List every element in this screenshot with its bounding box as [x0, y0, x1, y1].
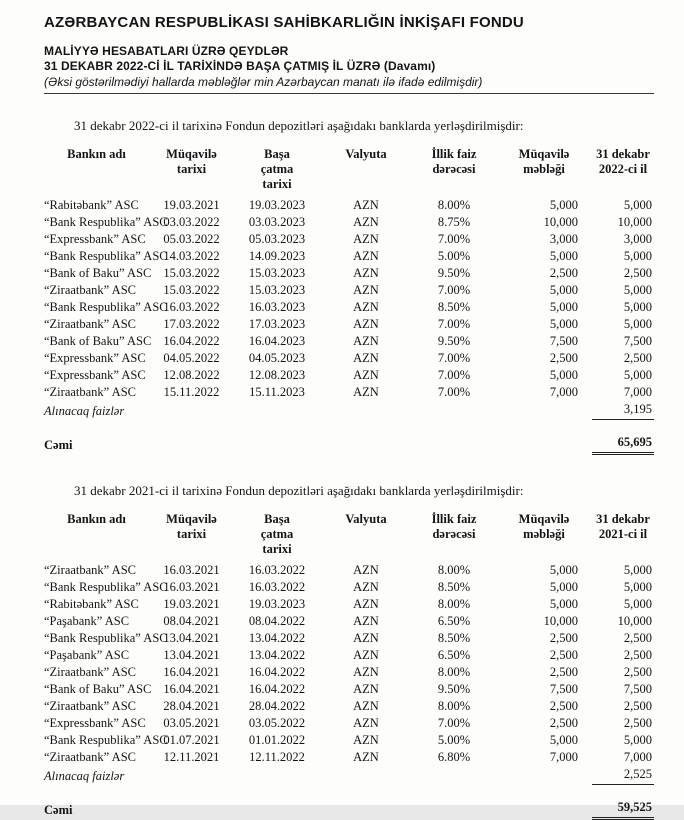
maturity-date-cell: 15.03.2023 [248, 266, 306, 280]
deposit-row [44, 732, 654, 749]
currency-cell: AZN [353, 317, 379, 331]
currency-cell: AZN [353, 198, 379, 212]
contract-amount-cell: 7,500 [549, 682, 578, 696]
balance-cell: 2,500 [623, 266, 652, 280]
deposits-2021-section [44, 483, 654, 820]
balance-cell: 10,000 [617, 614, 652, 628]
accrued-interest-row [44, 401, 654, 420]
deposit-row [44, 265, 654, 282]
bank-name-cell: “Ziraatbank” ASC [44, 385, 136, 399]
contract-amount-cell: 5,000 [549, 317, 578, 331]
currency-cell: AZN [353, 614, 379, 628]
deposits-table-2021 [44, 512, 654, 820]
total-label: Cəmi [44, 437, 73, 452]
spacer-row [44, 785, 654, 799]
deposit-row [44, 282, 654, 299]
column-header-contract-amount: Müqavilə məbləği [518, 147, 570, 176]
balance-cell: 5,000 [623, 249, 652, 263]
contract-date-cell: 13.04.2021 [163, 631, 220, 645]
contract-amount-cell: 5,000 [549, 198, 578, 212]
contract-date-cell: 16.03.2021 [163, 580, 220, 594]
maturity-date-cell: 17.03.2023 [248, 317, 306, 331]
deposits-2022-intro: 31 dekabr 2022-ci il tarixinə Fondun depozitləri aşağıdakı banklarda yerləşdirilmişdir: [74, 118, 524, 133]
deposit-row [44, 562, 654, 579]
header-row [44, 512, 654, 562]
bank-name-cell: “Bank of Baku” ASC [44, 334, 152, 348]
contract-date-cell: 16.03.2021 [163, 563, 220, 577]
deposit-row [44, 350, 654, 367]
balance-cell: 2,500 [623, 716, 652, 730]
balance-cell: 5,000 [623, 563, 652, 577]
contract-date-cell: 19.03.2021 [163, 597, 220, 611]
bank-name-cell: “Bank Respublika” ASC [44, 580, 168, 594]
currency-cell: AZN [353, 232, 379, 246]
deposit-row [44, 596, 654, 613]
balance-cell: 7,500 [623, 682, 652, 696]
bank-name-cell: “Bank Respublika” ASC [44, 215, 168, 229]
currency-cell: AZN [353, 385, 379, 399]
currency-cell: AZN [353, 215, 379, 229]
column-header-maturity-date: Başa çatma tarixi [260, 147, 294, 191]
header-row [44, 147, 654, 197]
header-divider [44, 93, 654, 94]
bank-name-cell: “Bank Respublika” ASC [44, 300, 168, 314]
currency-cell: AZN [353, 351, 379, 365]
column-header-contract-amount: Müqavilə məbləği [518, 512, 570, 541]
maturity-date-cell: 15.03.2023 [248, 283, 306, 297]
bank-name-cell: “Ziraatbank” ASC [44, 283, 136, 297]
column-header-contract-date: Müqavilə tarixi [166, 512, 217, 541]
deposit-row [44, 231, 654, 248]
currency-cell: AZN [353, 597, 379, 611]
deposit-row [44, 333, 654, 350]
maturity-date-cell: 16.04.2022 [248, 665, 306, 679]
deposit-row [44, 367, 654, 384]
currency-cell: AZN [353, 733, 379, 747]
balance-cell: 5,000 [623, 580, 652, 594]
column-header-currency: Valyuta [345, 147, 387, 161]
contract-amount-cell: 2,500 [549, 665, 578, 679]
contract-amount-cell: 10,000 [543, 614, 578, 628]
currency-cell: AZN [353, 631, 379, 645]
interest-rate-cell: 6.80% [437, 750, 471, 764]
balance-cell: 5,000 [623, 317, 652, 331]
interest-rate-cell: 6.50% [437, 614, 471, 628]
contract-date-cell: 05.03.2022 [163, 232, 220, 246]
currency-cell: AZN [353, 580, 379, 594]
deposit-row [44, 698, 654, 715]
deposit-row [44, 664, 654, 681]
bank-name-cell: “Ziraatbank” ASC [44, 563, 136, 577]
currency-cell: AZN [353, 334, 379, 348]
accrued-interest-label: Alınacaq faizlər [44, 768, 125, 783]
maturity-date-cell: 16.04.2022 [248, 682, 306, 696]
bank-name-cell: “Rabitəbank” ASC [44, 597, 139, 611]
interest-rate-cell: 7.00% [437, 317, 471, 331]
maturity-date-cell: 04.05.2023 [248, 351, 306, 365]
column-header-currency: Valyuta [345, 512, 387, 526]
accrued-interest-row [44, 766, 654, 785]
contract-date-cell: 15.03.2022 [163, 283, 220, 297]
contract-date-cell: 17.03.2022 [163, 317, 220, 331]
contract-amount-cell: 5,000 [549, 597, 578, 611]
contract-amount-cell: 7,500 [549, 334, 578, 348]
column-header-balance: 31 dekabr 2021-ci il [596, 512, 650, 541]
balance-cell: 2,500 [623, 631, 652, 645]
total-value: 59,525 [592, 798, 654, 819]
deposit-row [44, 630, 654, 647]
maturity-date-cell: 19.03.2023 [248, 597, 306, 611]
contract-date-cell: 03.05.2021 [163, 716, 220, 730]
contract-date-cell: 15.03.2022 [163, 266, 220, 280]
balance-cell: 5,000 [623, 368, 652, 382]
accrued-interest-value: 2,525 [592, 766, 654, 785]
bank-name-cell: “Expressbank” ASC [44, 368, 146, 382]
bank-name-cell: “Ziraatbank” ASC [44, 317, 136, 331]
interest-rate-cell: 9.50% [437, 682, 471, 696]
total-row [44, 798, 654, 819]
contract-date-cell: 16.04.2021 [163, 682, 220, 696]
bank-name-cell: “Bank Respublika” ASC [44, 631, 168, 645]
contract-date-cell: 13.04.2021 [163, 648, 220, 662]
contract-amount-cell: 10,000 [543, 215, 578, 229]
currency-note: (Əksi göstərilmədiyi hallarda məbləğlər min Azərbaycan manatı ilə ifadə edilmişdir) [44, 75, 483, 89]
currency-cell: AZN [353, 750, 379, 764]
interest-rate-cell: 7.00% [437, 232, 471, 246]
maturity-date-cell: 03.03.2023 [248, 215, 306, 229]
deposit-row [44, 579, 654, 596]
currency-cell: AZN [353, 716, 379, 730]
interest-rate-cell: 8.50% [437, 631, 471, 645]
bank-name-cell: “Expressbank” ASC [44, 351, 146, 365]
interest-rate-cell: 5.00% [437, 733, 471, 747]
currency-cell: AZN [353, 563, 379, 577]
contract-amount-cell: 3,000 [549, 232, 578, 246]
contract-date-cell: 15.11.2022 [163, 385, 220, 399]
balance-cell: 10,000 [617, 215, 652, 229]
maturity-date-cell: 03.05.2022 [248, 716, 306, 730]
interest-rate-cell: 9.50% [437, 266, 471, 280]
contract-date-cell: 01.07.2021 [163, 733, 220, 747]
total-row [44, 433, 654, 454]
contract-amount-cell: 2,500 [549, 266, 578, 280]
maturity-date-cell: 05.03.2023 [248, 232, 306, 246]
interest-rate-cell: 7.00% [437, 368, 471, 382]
contract-date-cell: 16.03.2022 [163, 300, 220, 314]
contract-amount-cell: 5,000 [549, 249, 578, 263]
interest-rate-cell: 7.00% [437, 716, 471, 730]
notes-heading: MALİYYƏ HESABATLARI ÜZRƏ QEYDLƏR [44, 44, 289, 58]
deposit-row [44, 715, 654, 732]
deposit-row [44, 214, 654, 231]
interest-rate-cell: 8.50% [437, 580, 471, 594]
contract-amount-cell: 2,500 [549, 648, 578, 662]
bank-name-cell: “Rabitəbank” ASC [44, 198, 139, 212]
currency-cell: AZN [353, 368, 379, 382]
deposit-row [44, 384, 654, 401]
maturity-date-cell: 16.04.2023 [248, 334, 306, 348]
interest-rate-cell: 8.00% [437, 699, 471, 713]
accrued-interest-value: 3,195 [592, 401, 654, 420]
total-value: 65,695 [592, 433, 654, 454]
bank-name-cell: “Bank of Baku” ASC [44, 266, 152, 280]
contract-date-cell: 28.04.2021 [163, 699, 220, 713]
interest-rate-cell: 5.00% [437, 249, 471, 263]
maturity-date-cell: 12.08.2023 [248, 368, 306, 382]
maturity-date-cell: 08.04.2022 [248, 614, 306, 628]
interest-rate-cell: 8.00% [437, 665, 471, 679]
interest-rate-cell: 7.00% [437, 385, 471, 399]
column-header-bank-name: Bankın adı [67, 147, 126, 161]
bank-name-cell: “Paşabank” ASC [44, 614, 130, 628]
balance-cell: 2,500 [623, 351, 652, 365]
deposit-row [44, 647, 654, 664]
contract-date-cell: 08.04.2021 [163, 614, 220, 628]
balance-cell: 5,000 [623, 597, 652, 611]
bank-name-cell: “Ziraatbank” ASC [44, 750, 136, 764]
maturity-date-cell: 16.03.2022 [248, 580, 306, 594]
contract-amount-cell: 2,500 [549, 631, 578, 645]
column-header-interest-rate: İllik faiz dərəcəsi [431, 512, 477, 541]
period-heading: 31 DEKABR 2022-Cİ İL TARİXİNDƏ BAŞA ÇATMIŞ İL ÜZRƏ (Davamı) [44, 59, 436, 73]
bank-name-cell: “Bank Respublika” ASC [44, 733, 168, 747]
balance-cell: 5,000 [623, 198, 652, 212]
currency-cell: AZN [353, 283, 379, 297]
balance-cell: 5,000 [623, 300, 652, 314]
currency-cell: AZN [353, 249, 379, 263]
column-header-bank-name: Bankın adı [67, 512, 126, 526]
contract-date-cell: 14.03.2022 [163, 249, 220, 263]
bank-name-cell: “Ziraatbank” ASC [44, 699, 136, 713]
currency-cell: AZN [353, 300, 379, 314]
interest-rate-cell: 8.00% [437, 563, 471, 577]
interest-rate-cell: 8.50% [437, 300, 471, 314]
deposits-table-2022 [44, 147, 654, 455]
currency-cell: AZN [353, 665, 379, 679]
document-header [44, 14, 654, 94]
deposit-row [44, 197, 654, 214]
deposit-row [44, 749, 654, 766]
bank-name-cell: “Bank of Baku” ASC [44, 682, 152, 696]
spacer-row [44, 420, 654, 434]
total-label: Cəmi [44, 802, 73, 817]
balance-cell: 7,500 [623, 334, 652, 348]
interest-rate-cell: 8.00% [437, 597, 471, 611]
contract-date-cell: 12.08.2022 [163, 368, 220, 382]
contract-amount-cell: 2,500 [549, 716, 578, 730]
contract-amount-cell: 5,000 [549, 368, 578, 382]
contract-amount-cell: 5,000 [549, 733, 578, 747]
maturity-date-cell: 19.03.2023 [248, 198, 306, 212]
contract-amount-cell: 5,000 [549, 563, 578, 577]
contract-amount-cell: 2,500 [549, 351, 578, 365]
deposits-2022-section [44, 118, 654, 455]
column-header-maturity-date: Başa çatma tarixi [260, 512, 294, 556]
column-header-contract-date: Müqavilə tarixi [166, 147, 217, 176]
balance-cell: 2,500 [623, 665, 652, 679]
currency-cell: AZN [353, 648, 379, 662]
interest-rate-cell: 7.00% [437, 351, 471, 365]
contract-date-cell: 16.04.2021 [163, 665, 220, 679]
contract-amount-cell: 5,000 [549, 283, 578, 297]
balance-cell: 2,500 [623, 648, 652, 662]
maturity-date-cell: 28.04.2022 [248, 699, 306, 713]
contract-amount-cell: 5,000 [549, 580, 578, 594]
interest-rate-cell: 9.50% [437, 334, 471, 348]
maturity-date-cell: 13.04.2022 [248, 648, 306, 662]
fund-title: AZƏRBAYCAN RESPUBLİKASI SAHİBKARLIĞIN İNKİŞAFI FONDU [44, 14, 524, 31]
contract-amount-cell: 7,000 [549, 750, 578, 764]
maturity-date-cell: 16.03.2023 [248, 300, 306, 314]
bank-name-cell: “Bank Respublika” ASC [44, 249, 168, 263]
column-header-balance: 31 dekabr 2022-ci il [596, 147, 650, 176]
bank-name-cell: “Expressbank” ASC [44, 232, 146, 246]
interest-rate-cell: 6.50% [437, 648, 471, 662]
balance-cell: 3,000 [623, 232, 652, 246]
balance-cell: 5,000 [623, 283, 652, 297]
contract-amount-cell: 7,000 [549, 385, 578, 399]
balance-cell: 5,000 [623, 733, 652, 747]
contract-amount-cell: 5,000 [549, 300, 578, 314]
balance-cell: 7,000 [623, 750, 652, 764]
deposit-row [44, 248, 654, 265]
interest-rate-cell: 8.75% [437, 215, 471, 229]
contract-date-cell: 19.03.2021 [163, 198, 220, 212]
bank-name-cell: “Expressbank” ASC [44, 716, 146, 730]
deposit-row [44, 299, 654, 316]
maturity-date-cell: 14.09.2023 [248, 249, 306, 263]
contract-amount-cell: 2,500 [549, 699, 578, 713]
contract-date-cell: 04.05.2022 [163, 351, 220, 365]
bank-name-cell: “Ziraatbank” ASC [44, 665, 136, 679]
maturity-date-cell: 12.11.2022 [249, 750, 305, 764]
deposit-row [44, 613, 654, 630]
balance-cell: 2,500 [623, 699, 652, 713]
interest-rate-cell: 8.00% [437, 198, 471, 212]
contract-date-cell: 03.03.2022 [163, 215, 220, 229]
deposit-row [44, 681, 654, 698]
maturity-date-cell: 15.11.2023 [249, 385, 305, 399]
currency-cell: AZN [353, 682, 379, 696]
balance-cell: 7,000 [623, 385, 652, 399]
maturity-date-cell: 13.04.2022 [248, 631, 306, 645]
maturity-date-cell: 16.03.2022 [248, 563, 306, 577]
contract-date-cell: 12.11.2021 [163, 750, 220, 764]
bank-name-cell: “Paşabank” ASC [44, 648, 130, 662]
deposit-row [44, 316, 654, 333]
currency-cell: AZN [353, 699, 379, 713]
column-header-interest-rate: İllik faiz dərəcəsi [431, 147, 477, 176]
interest-rate-cell: 7.00% [437, 283, 471, 297]
currency-cell: AZN [353, 266, 379, 280]
accrued-interest-label: Alınacaq faizlər [44, 403, 125, 418]
contract-date-cell: 16.04.2022 [163, 334, 220, 348]
maturity-date-cell: 01.01.2022 [248, 733, 306, 747]
deposits-2021-intro: 31 dekabr 2021-ci il tarixinə Fondun depozitləri aşağıdakı banklarda yerləşdirilmişdir: [74, 483, 524, 498]
